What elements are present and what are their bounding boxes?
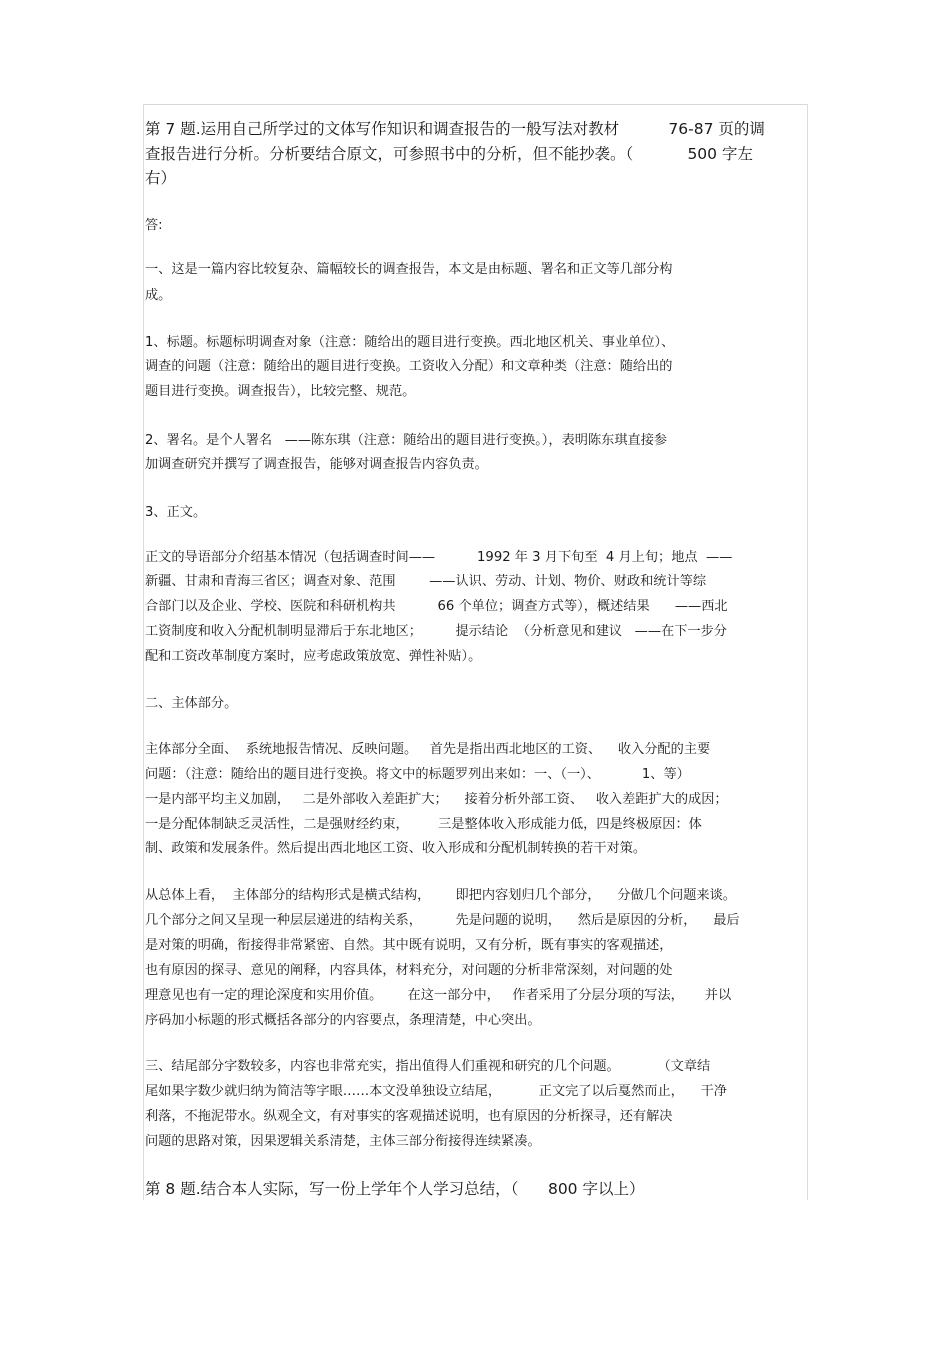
title-item-line-3: 题目进行变换。调查报告），比较完整、规范。 [145, 384, 416, 399]
signature-item-line-2: 加调查研究并撰写了调查报告，能够对调查报告内容负责。 [145, 457, 488, 472]
question-7-line-2: 查报告进行分析。分析要结合原文，可参照书中的分析，但不能抄袭。（ 500 字左 [145, 145, 753, 163]
section-2-heading: 二、主体部分。 [145, 696, 238, 711]
body-paragraph-line-5: 配和工资改革制度方案时，应考虑政策放宽、弹性补贴）。 [145, 649, 482, 664]
section-2-paragraph-2-line-4: 也有原因的探寻、意见的阐释，内容具体，材料充分，对问题的分析非常深刻，对问题的处 [145, 963, 673, 978]
section-2-paragraph-1-line-3: 一是内部平均主义加剧， 二是外部收入差距扩大； 接着分析外部工资、 收入差距扩大的成因； [145, 792, 728, 807]
question-8: 第 8 题.结合本人实际，写一份上学年个人学习总结，（ 800 字以上） [145, 1180, 645, 1198]
section-2-paragraph-2-line-1: 从总体上看， 主体部分的结构形式是横式结构， 即把内容划归几个部分， 分做几个问题来谈。 [145, 888, 736, 903]
body-paragraph-line-2: 新疆、甘肃和青海三省区；调查对象、范围 ——认识、劳动、计划、物价、财政和统计等综 [145, 574, 707, 589]
section-1-intro-line-2: 成。 [145, 288, 172, 303]
answer-label: 答: [145, 218, 163, 233]
section-3-line-2: 尾如果字数少就归纳为简洁等字眼……本文没单独设立结尾， 正文完了以后戛然而止， 干净 [145, 1084, 727, 1099]
title-item-line-2: 调查的问题（注意：随给出的题目进行变换。工资收入分配）和文章种类（注意：随给出的 [145, 359, 673, 374]
section-2-paragraph-2-line-5: 理意见也有一定的理论深度和实用价值。 在这一部分中， 作者采用了分层分项的写法， 并以 [145, 988, 732, 1003]
body-paragraph-line-3: 合部门以及企业、学校、医院和科研机构共 66 个单位；调查方式等），概述结果 ——西北 [145, 599, 728, 614]
body-paragraph-line-1: 正文的导语部分介绍基本情况（包括调查时间—— 1992 年 3 月下旬至 4 月上旬；地点 —— [145, 550, 733, 565]
title-item-line-1: 1、标题。标题标明调查对象（注意：随给出的题目进行变换。西北地区机关、事业单位）、 [145, 335, 675, 350]
section-2-paragraph-2-line-3: 是对策的明确，衔接得非常紧密、自然。其中既有说明，又有分析，既有事实的客观描述， [145, 938, 673, 953]
question-7-line-1: 第 7 题.运用自己所学过的文体写作知识和调查报告的一般写法对教材 76-87 页的调 [145, 120, 765, 138]
section-3-line-4: 问题的思路对策，因果逻辑关系清楚，主体三部分衔接得连续紧凑。 [145, 1134, 541, 1149]
signature-item-line-1: 2、署名。是个人署名 ——陈东琪（注意：随给出的题目进行变换。），表明陈东琪直接参 [145, 433, 668, 448]
section-2-paragraph-1-line-5: 制、政策和发展条件。然后提出西北地区工资、收入形成和分配机制转换的若干对策。 [145, 841, 647, 856]
section-2-paragraph-1-line-1: 主体部分全面、 系统地报告情况、反映问题。 首先是指出西北地区的工资、 收入分配的主要 [145, 742, 711, 757]
section-1-intro-line-1: 一、这是一篇内容比较复杂、篇幅较长的调查报告，本文是由标题、署名和正文等几部分构 [145, 262, 673, 277]
body-paragraph-line-4: 工资制度和收入分配机制明显滞后于东北地区； 提示结论 （分析意见和建议 ——在下一步分 [145, 624, 727, 639]
section-2-paragraph-1-line-4: 一是分配体制缺乏灵活性，二是强财经约束， 三是整体收入形成能力低，四是终极原因：体 [145, 817, 702, 832]
page-frame-top [143, 104, 808, 105]
section-3-line-1: 三、结尾部分字数较多，内容也非常充实，指出值得人们重视和研究的几个问题。 （文章结 [145, 1059, 711, 1074]
section-2-paragraph-2-line-6: 序码加小标题的形式概括各部分的内容要点，条理清楚，中心突出。 [145, 1013, 541, 1028]
page-frame-right [807, 104, 808, 1200]
section-3-line-3: 利落，不拖泥带水。纵观全文，有对事实的客观描述说明，也有原因的分析探寻，还有解决 [145, 1109, 673, 1124]
section-2-paragraph-2-line-2: 几个部分之间又呈现一种层层递进的结构关系， 先是问题的说明， 然后是原因的分析， 最后 [145, 913, 740, 928]
question-7-line-3: 右） [145, 169, 177, 187]
page-frame-left [143, 104, 144, 1200]
body-item-heading: 3、正文。 [145, 505, 207, 520]
section-2-paragraph-1-line-2: 问题：（注意：随给出的题目进行变换。将文中的标题罗列出来如：一、（一）、 1、等） [145, 767, 690, 782]
